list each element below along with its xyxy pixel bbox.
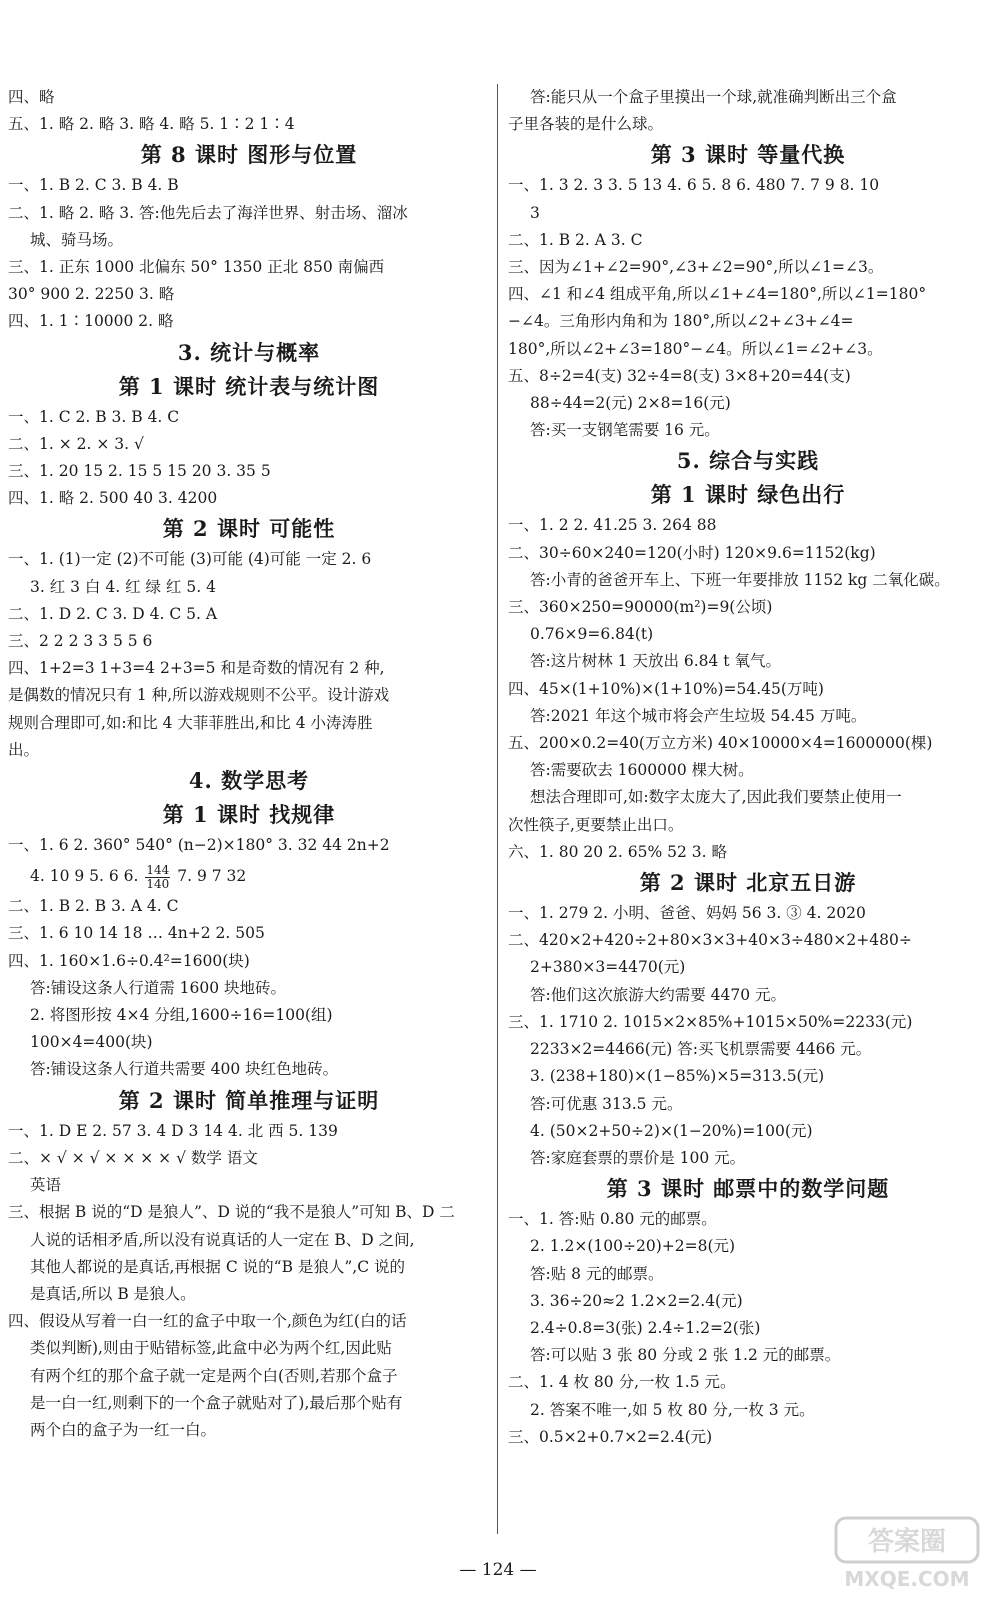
- answer-line: 3. 36÷20≈2 1.2×2=2.4(元): [530, 1291, 743, 1310]
- answer-line: 一、1. 2 2. 41.25 3. 264 88: [508, 516, 717, 535]
- page-number: — 124 —: [459, 1560, 537, 1580]
- answer-line: 二、1. 4 枚 80 分,一枚 1.5 元。: [508, 1373, 736, 1392]
- fraction-denominator: 140: [146, 876, 170, 891]
- answer-line: 一、1. D E 2. 57 3. 4 D 3 14 4. 北 西 5. 139: [8, 1121, 338, 1140]
- section-title: 5. 综合与实践: [676, 448, 820, 474]
- answer-line: 一、1. C 2. B 3. B 4. C: [8, 407, 180, 426]
- answer-line: 二、30÷60×240=120(小时) 120×9.6=1152(kg): [508, 543, 876, 562]
- answer-line: 二、1. × 2. × 3. √: [8, 434, 144, 453]
- answer-line: 答:这片树林 1 天放出 6.84 t 氧气。: [530, 652, 781, 671]
- answer-line: 2233×2=4466(元) 答:买飞机票需要 4466 元。: [530, 1040, 872, 1059]
- answer-line: 是一白一红,则剩下的一个盒子就贴对了),最后那个贴有: [30, 1393, 403, 1412]
- answer-line: 人说的话相矛盾,所以没有说真话的人一定在 B、D 之间,: [30, 1230, 415, 1249]
- answer-line: 答:能只从一个盒子里摸出一个球,就准确判断出三个盒: [530, 88, 897, 106]
- answer-line: 三、1. 1710 2. 1015×2×85%+1015×50%=2233(元): [508, 1012, 913, 1031]
- lesson-heading: 第 1 课时 统计表与统计图: [118, 373, 380, 399]
- answer-line: 三、因为∠1+∠2=90°,∠3+∠2=90°,所以∠1=∠3。: [508, 258, 884, 277]
- answer-line: 二、× √ × √ × × × × √ 数学 语文: [8, 1148, 258, 1167]
- answer-line: 出。: [8, 740, 40, 759]
- answer-line: 2.4÷0.8=3(张) 2.4÷1.2=2(张): [530, 1318, 761, 1337]
- answer-line: −∠4。三角形内角和为 180°,所以∠2+∠3+∠4=: [508, 312, 854, 331]
- answer-text: 4. 10 9 5. 6 6.: [30, 867, 139, 886]
- lesson-heading: 第 2 课时 北京五日游: [639, 870, 857, 896]
- answer-line: 是真话,所以 B 是狼人。: [30, 1284, 196, 1303]
- lesson-heading: 第 2 课时 简单推理与证明: [118, 1087, 380, 1113]
- answer-line: 有两个红的那个盒子就一定是两个白(否则,若那个盒子: [30, 1366, 398, 1385]
- answer-line: 四、1+2=3 1+3=4 2+3=5 和是奇数的情况有 2 种,: [8, 659, 385, 678]
- answer-line: 100×4=400(块): [30, 1033, 153, 1052]
- answer-line: 答:可以贴 3 张 80 分或 2 张 1.2 元的邮票。: [530, 1346, 841, 1365]
- answer-line: 三、根据 B 说的“D 是狼人”、D 说的“我不是狼人”可知 B、D 二: [8, 1203, 455, 1222]
- answer-line: 五、1. 略 2. 略 3. 略 4. 略 5. 1∶2 1∶4: [8, 115, 295, 134]
- lesson-heading: 第 3 课时 邮票中的数学问题: [606, 1176, 890, 1202]
- watermark-logo: [832, 1514, 982, 1594]
- answer-line: 三、1. 正东 1000 北偏东 50° 1350 正北 850 南偏西: [8, 258, 385, 277]
- answer-line: 一、1. 279 2. 小明、爸爸、妈妈 56 3. ③ 4. 2020: [508, 904, 866, 923]
- answer-line: 四、略: [8, 88, 55, 106]
- answer-line: 子里各装的是什么球。: [508, 115, 664, 134]
- answer-line: 答:需要砍去 1600000 棵大树。: [530, 761, 754, 780]
- answer-line: 三、0.5×2+0.7×2=2.4(元): [508, 1427, 713, 1446]
- answer-line: 答:贴 8 元的邮票。: [530, 1264, 664, 1283]
- lesson-heading: 第 1 课时 绿色出行: [650, 482, 846, 508]
- section-title: 4. 数学思考: [188, 768, 310, 794]
- answer-line: 五、200×0.2=40(万立方米) 40×10000×4=1600000(棵): [508, 734, 933, 753]
- section-title: 3. 统计与概率: [177, 339, 321, 365]
- answer-line: 88÷44=2(元) 2×8=16(元): [530, 394, 731, 413]
- answer-line: 三、2 2 2 3 3 5 5 6: [8, 632, 153, 651]
- answer-line: 四、1. 1∶10000 2. 略: [8, 312, 174, 331]
- answer-line: 城、骑马场。: [30, 230, 124, 249]
- answer-line: 答:小青的爸爸开车上、下班一年要排放 1152 kg 二氧化碳。: [530, 570, 950, 589]
- answer-line: 三、1. 20 15 2. 15 5 15 20 3. 35 5: [8, 462, 271, 481]
- answer-line: 二、1. B 2. B 3. A 4. C: [8, 897, 179, 916]
- answer-line: 一、1. 答:贴 0.80 元的邮票。: [508, 1210, 717, 1229]
- answer-line: 规则合理即可,如:和比 4 大菲菲胜出,和比 4 小涛涛胜: [8, 713, 373, 732]
- answer-line: 答:可优惠 313.5 元。: [530, 1094, 683, 1113]
- answer-line: 二、420×2+420÷2+80×3×3+40×3÷480×2+480÷: [508, 931, 912, 950]
- answer-line: 四、1. 略 2. 500 40 3. 4200: [8, 489, 218, 508]
- answer-line: 3. (238+180)×(1−85%)×5=313.5(元): [530, 1067, 825, 1086]
- answer-line: 类似判断),则由于贴错标签,此盒中必为两个红,因此贴: [30, 1339, 392, 1358]
- answer-line: 180°,所以∠2+∠3=180°−∠4。所以∠1=∠2+∠3。: [508, 339, 883, 358]
- answer-line: 答:他们这次旅游大约需要 4470 元。: [530, 985, 787, 1004]
- answer-line: 答:铺设这条人行道需 1600 块地砖。: [30, 978, 287, 997]
- answer-line: 五、8÷2=4(支) 32÷4=8(支) 3×8+20=44(支): [508, 366, 851, 385]
- lesson-heading: 第 3 课时 等量代换: [650, 142, 846, 168]
- answer-line: 一、1. (1)一定 (2)不可能 (3)可能 (4)可能 一定 2. 6: [8, 550, 372, 569]
- answer-line: 2. 将图形按 4×4 分组,1600÷16=100(组): [30, 1006, 333, 1025]
- fraction-numerator: 144: [146, 862, 170, 877]
- answer-line: 次性筷子,更要禁止出口。: [508, 815, 684, 834]
- answer-line: 一、1. B 2. C 3. B 4. B: [8, 176, 179, 195]
- right-column: [508, 84, 988, 1451]
- answer-line: 0.76×9=6.84(t): [530, 625, 654, 644]
- answer-line: 四、45×(1+10%)×(1+10%)=54.45(万吨): [508, 679, 824, 698]
- answer-line: 一、1. 6 2. 360° 540° (n−2)×180° 3. 32 44 2n+2: [8, 836, 390, 855]
- answer-line-with-fraction: [8, 859, 490, 893]
- answer-line: 3: [530, 203, 540, 222]
- answer-line: 答:买一支钢笔需要 16 元。: [530, 421, 720, 440]
- answer-line: 一、1. 3 2. 3 3. 5 13 4. 6 5. 8 6. 480 7. 7 9 8. 10: [508, 176, 880, 195]
- answer-line: 2+380×3=4470(元): [530, 958, 686, 977]
- svg-text:MXQE.COM: MXQE.COM: [844, 1567, 970, 1591]
- answer-line: 2. 答案不唯一,如 5 枚 80 分,一枚 3 元。: [530, 1400, 815, 1419]
- answer-text: 7. 9 7 32: [177, 867, 247, 886]
- answer-line: 答:2021 年这个城市将会产生垃圾 54.45 万吨。: [530, 706, 867, 725]
- answer-line: 二、1. D 2. C 3. D 4. C 5. A: [8, 604, 218, 623]
- answer-line: 四、1. 160×1.6÷0.4²=1600(块): [8, 951, 250, 970]
- answer-line: 四、∠1 和∠4 组成平角,所以∠1+∠4=180°,所以∠1=180°: [508, 285, 927, 304]
- answer-line: 3. 红 3 白 4. 红 绿 红 5. 4: [30, 577, 216, 596]
- answer-line: 英语: [30, 1176, 62, 1195]
- lesson-heading: 第 8 课时 图形与位置: [140, 142, 358, 168]
- answer-line: 2. 1.2×(100÷20)+2=8(元): [530, 1237, 736, 1256]
- answer-line: 三、1. 6 10 14 18 … 4n+2 2. 505: [8, 924, 265, 943]
- answer-line: 答:铺设这条人行道共需要 400 块红色地砖。: [30, 1060, 339, 1079]
- lesson-heading: 第 2 课时 可能性: [162, 516, 336, 542]
- answer-line: 二、1. B 2. A 3. C: [508, 230, 643, 249]
- answer-line: 其他人都说的是真话,再根据 C 说的“B 是狼人”,C 说的: [30, 1257, 406, 1276]
- column-divider: [497, 84, 498, 1534]
- fraction: [145, 864, 170, 891]
- answer-line: 想法合理即可,如:数字太庞大了,因此我们要禁止使用一: [530, 788, 902, 807]
- answer-line: 是偶数的情况只有 1 种,所以游戏规则不公平。设计游戏: [8, 686, 390, 705]
- answer-line: 六、1. 80 20 2. 65% 52 3. 略: [508, 842, 727, 861]
- answer-line: 两个白的盒子为一红一白。: [30, 1420, 217, 1439]
- answer-line: 四、假设从写着一白一红的盒子中取一个,颜色为红(白的话: [8, 1312, 407, 1331]
- answer-line: 30° 900 2. 2250 3. 略: [8, 285, 175, 304]
- answer-line: 4. (50×2+50÷2)×(1−20%)=100(元): [530, 1121, 813, 1140]
- answer-line: 三、360×250=90000(m²)=9(公顷): [508, 598, 773, 617]
- lesson-heading: 第 1 课时 找规律: [162, 802, 336, 828]
- svg-text:答案圈: 答案圈: [867, 1527, 947, 1557]
- left-column: [8, 84, 490, 1444]
- answer-line: 答:家庭套票的票价是 100 元。: [530, 1148, 746, 1167]
- answer-line: 二、1. 略 2. 略 3. 答:他先后去了海洋世界、射击场、溜冰: [8, 203, 408, 222]
